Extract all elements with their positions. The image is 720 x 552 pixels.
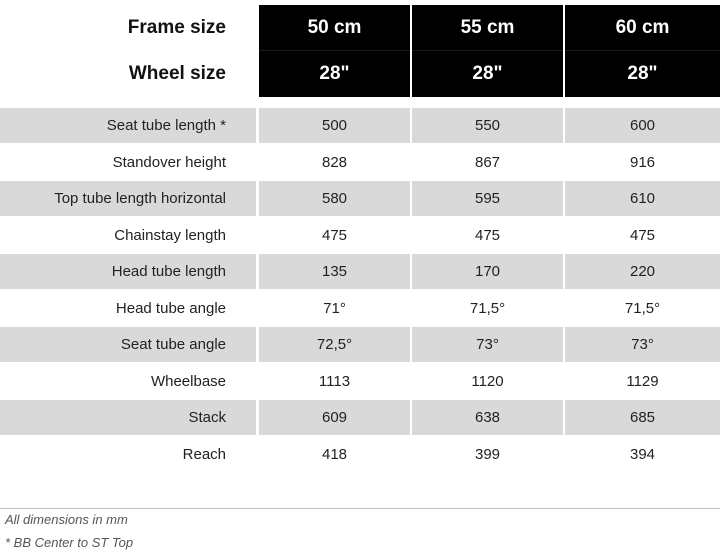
table-row [0, 437, 720, 472]
table-cell: 638 [474, 409, 501, 426]
table-cell: 600 [629, 117, 656, 134]
row-label: Top tube length horizontal [54, 190, 226, 207]
table-cell: 916 [629, 154, 656, 171]
table-row [0, 400, 720, 435]
table-cell: 595 [474, 190, 501, 207]
row-label: Head tube angle [115, 300, 226, 317]
table-cell: 170 [474, 263, 501, 280]
table-row [0, 145, 720, 180]
table-row [0, 254, 720, 289]
table-cell: 394 [629, 446, 656, 463]
table-cell: 73° [631, 336, 654, 353]
frame-size-col-1: 50 cm [259, 5, 410, 51]
row-label: Chainstay length [114, 227, 226, 244]
table-cell: 609 [321, 409, 348, 426]
table-row [0, 181, 720, 216]
table-cell: 71,5° [624, 300, 661, 317]
table-cell: 828 [321, 154, 348, 171]
table-cell: 418 [321, 446, 348, 463]
table-row [0, 327, 720, 362]
table-row [0, 291, 720, 326]
frame-size-header-row [0, 5, 720, 51]
table-cell: 1129 [626, 373, 659, 390]
row-label: Reach [182, 446, 226, 463]
table-cell: 399 [474, 446, 501, 463]
table-cell: 475 [474, 227, 501, 244]
table-cell: 867 [474, 154, 501, 171]
wheel-size-header-row [0, 51, 720, 97]
frame-size-col-3: 60 cm [565, 5, 720, 51]
table-cell: 73° [476, 336, 499, 353]
frame-size-col-2: 55 cm [412, 5, 563, 51]
wheel-size-col-2: 28" [412, 51, 563, 97]
table-cell: 500 [321, 117, 348, 134]
table-row [0, 218, 720, 253]
table-cell: 72,5° [316, 336, 353, 353]
table-row [0, 364, 720, 399]
table-cell: 220 [629, 263, 656, 280]
table-cell: 685 [629, 409, 656, 426]
footer-divider [0, 508, 720, 509]
table-cell: 475 [629, 227, 656, 244]
table-cell: 580 [321, 190, 348, 207]
row-label: Stack [188, 409, 226, 426]
table-cell: 71,5° [469, 300, 506, 317]
row-label: Seat tube length * [106, 117, 226, 134]
table-cell: 610 [629, 190, 656, 207]
row-label: Wheelbase [150, 373, 226, 390]
table-cell: 475 [321, 227, 348, 244]
wheel-size-col-3: 28" [565, 51, 720, 97]
table-cell: 550 [474, 117, 501, 134]
frame-size-label: Frame size [127, 17, 226, 38]
table-cell: 135 [321, 263, 348, 280]
table-cell: 71° [323, 300, 346, 317]
table-row [0, 108, 720, 143]
wheel-size-col-1: 28" [259, 51, 410, 97]
row-label: Standover height [112, 154, 226, 171]
wheel-size-label: Wheel size [128, 63, 226, 84]
table-cell: 1120 [471, 373, 504, 390]
table-cell: 1113 [318, 373, 351, 390]
footnote-seat-tube: * BB Center to ST Top [5, 535, 134, 550]
row-label: Head tube length [111, 263, 226, 280]
footnote-units: All dimensions in mm [5, 512, 128, 527]
row-label: Seat tube angle [120, 336, 226, 353]
